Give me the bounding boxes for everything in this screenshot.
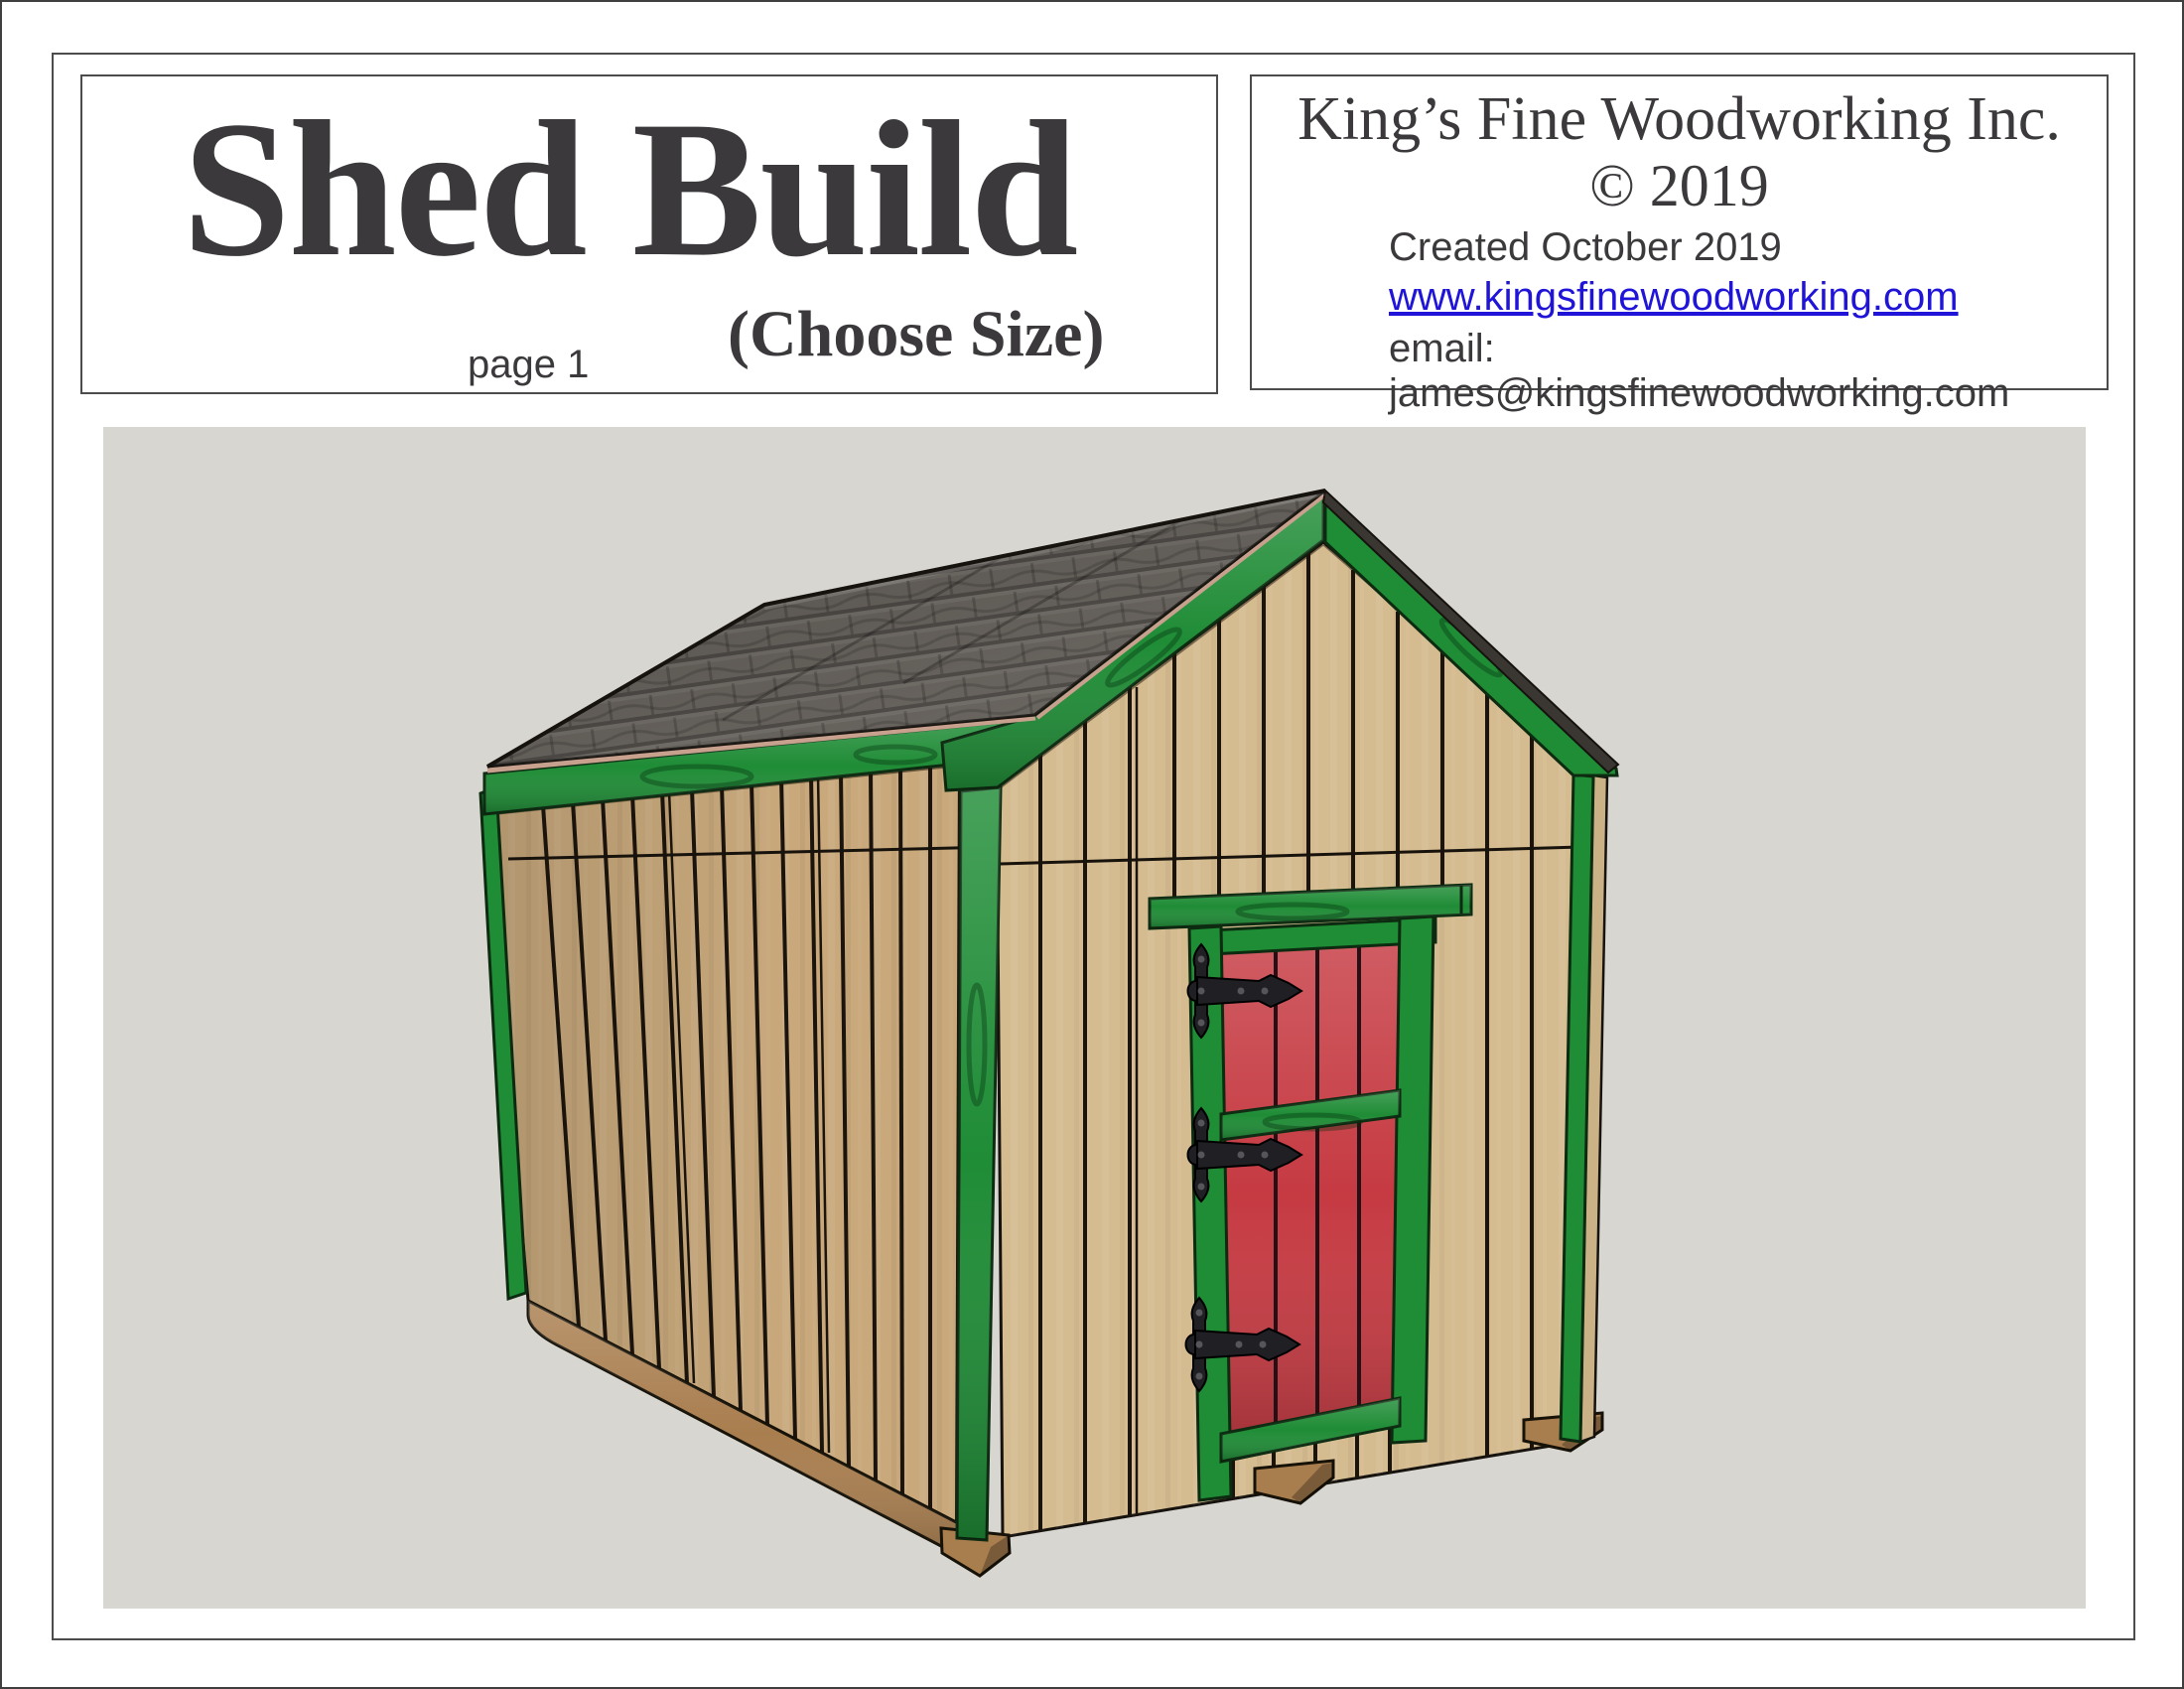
title-box [80, 74, 1218, 394]
page-title: Shed Build [182, 81, 1077, 297]
illustration-canvas [103, 427, 2086, 1609]
page-subtitle: (Choose Size) [728, 298, 1105, 370]
copyright-line: © 2019 [1589, 153, 1769, 218]
page-number-label: page 1 [468, 343, 590, 386]
company-name: King’s Fine Woodworking Inc. [1297, 85, 2061, 153]
company-info-box [1250, 74, 2109, 415]
created-date: Created October 2019 [1389, 225, 1782, 269]
door-right-stile [1392, 916, 1433, 1443]
shed-door [1150, 885, 1471, 1500]
shed-illustration [103, 427, 2086, 1609]
website-link[interactable]: www.kingsfinewoodworking.com [1389, 275, 1959, 319]
email-line: email: james@kingsfinewoodworking.com [1389, 327, 2010, 415]
